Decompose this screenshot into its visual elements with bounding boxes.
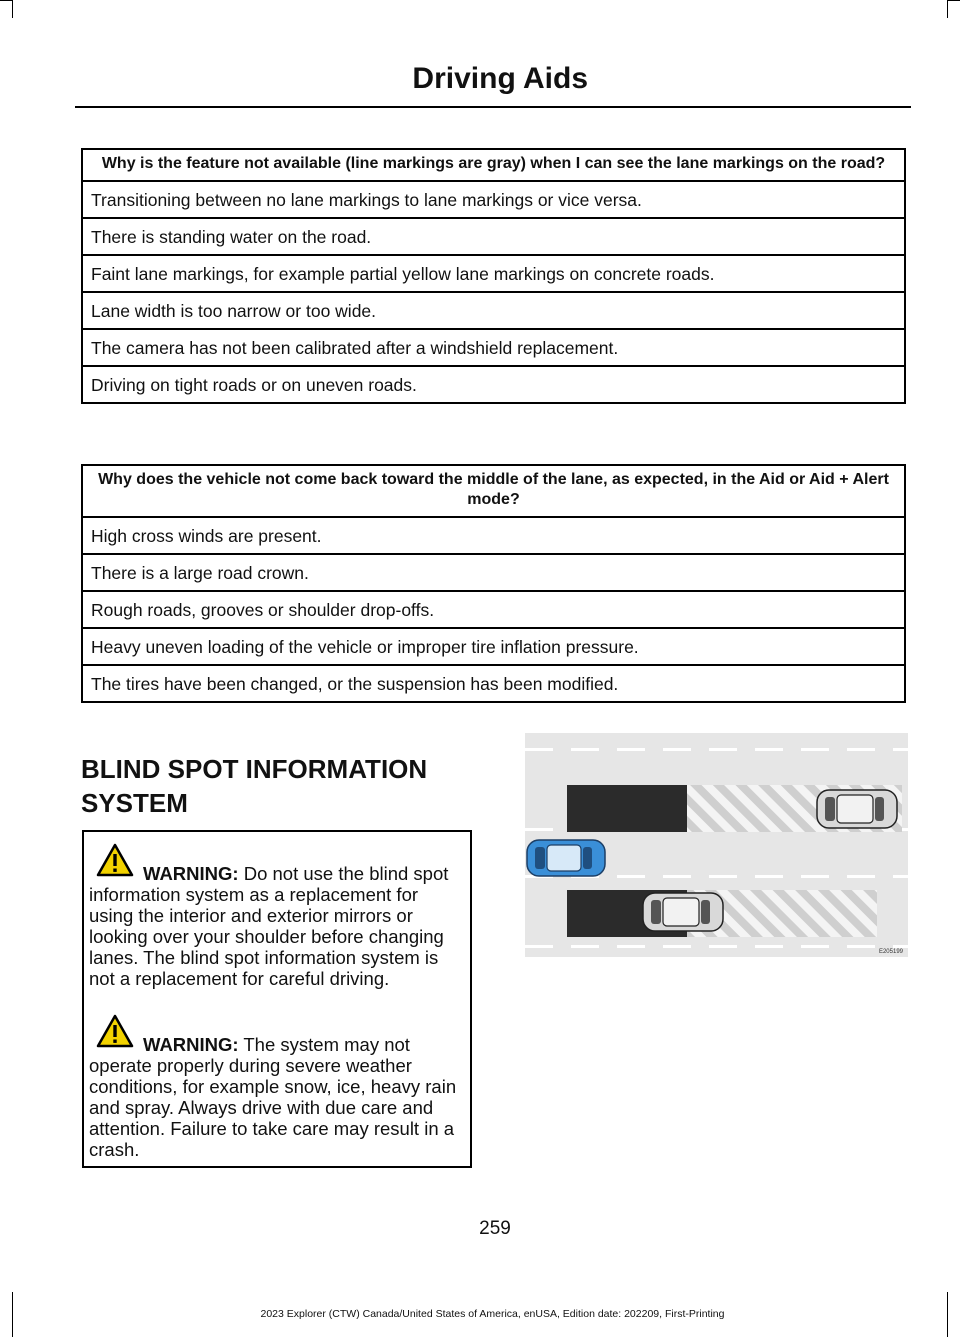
blind-spot-diagram [525,733,908,957]
warning-text [89,863,464,989]
blind-spot-zone [567,785,687,832]
warning-label: WARNING: [143,863,239,884]
warning-body: The system may not operate properly during severe weather conditions, for example snow, ice, heavy rain and spray. Always drive with due care and attention. Failure to take care may result in a crash. [89,1034,457,1160]
table-row: The camera has not been calibrated after a windshield replacement. [82,329,905,366]
crop-mark [0,0,12,1]
table-row: Heavy uneven loading of the vehicle or improper tire inflation pressure. [82,628,905,665]
lane-centering-table [81,464,906,703]
table-row: There is standing water on the road. [82,218,905,255]
warning-text [89,1034,464,1160]
section-title-line: SYSTEM [81,788,188,818]
table-row: Lane width is too narrow or too wide. [82,292,905,329]
section-title [81,752,461,820]
lane-markings-table [81,148,906,404]
other-vehicle-icon [817,790,897,828]
other-vehicle-icon [643,893,723,931]
header-rule [75,106,911,108]
table-row: There is a large road crown. [82,554,905,591]
table-row: The tires have been changed, or the suspension has been modified. [82,665,905,702]
page-number: 259 [479,1218,511,1239]
crop-mark [948,0,960,1]
figure-id: E205199 [878,949,903,955]
table-row: Rough roads, grooves or shoulder drop-offs. [82,591,905,628]
crop-mark [12,0,13,18]
warning-label: WARNING: [143,1034,239,1055]
crop-mark [947,0,948,18]
page-header-title: Driving Aids [412,62,588,95]
warning-box [82,830,472,1168]
table-row: Transitioning between no lane markings to lane markings or vice versa. [82,181,905,218]
warning-body: Do not use the blind spot information system as a replacement for using the interior and exterior mirrors or looking over your shoulder before changing lanes. The blind spot information system is not a replacement for careful driving. [89,863,449,989]
page-footer: 2023 Explorer (CTW) Canada/United States of America, enUSA, Edition date: 202209, First-Printing [260,1308,725,1320]
table-row: High cross winds are present. [82,517,905,554]
table-heading: Why is the feature not available (line markings are gray) when I can see the lane markings on the road? [82,149,905,181]
table-heading: Why does the vehicle not come back toward the middle of the lane, as expected, in the Aid or Aid + Alert mode? [82,465,905,517]
table-row: Driving on tight roads or on uneven roads. [82,366,905,403]
table-row: Faint lane markings, for example partial yellow lane markings on concrete roads. [82,255,905,292]
section-title-line: BLIND SPOT INFORMATION [81,754,428,784]
host-vehicle-icon [527,840,605,876]
